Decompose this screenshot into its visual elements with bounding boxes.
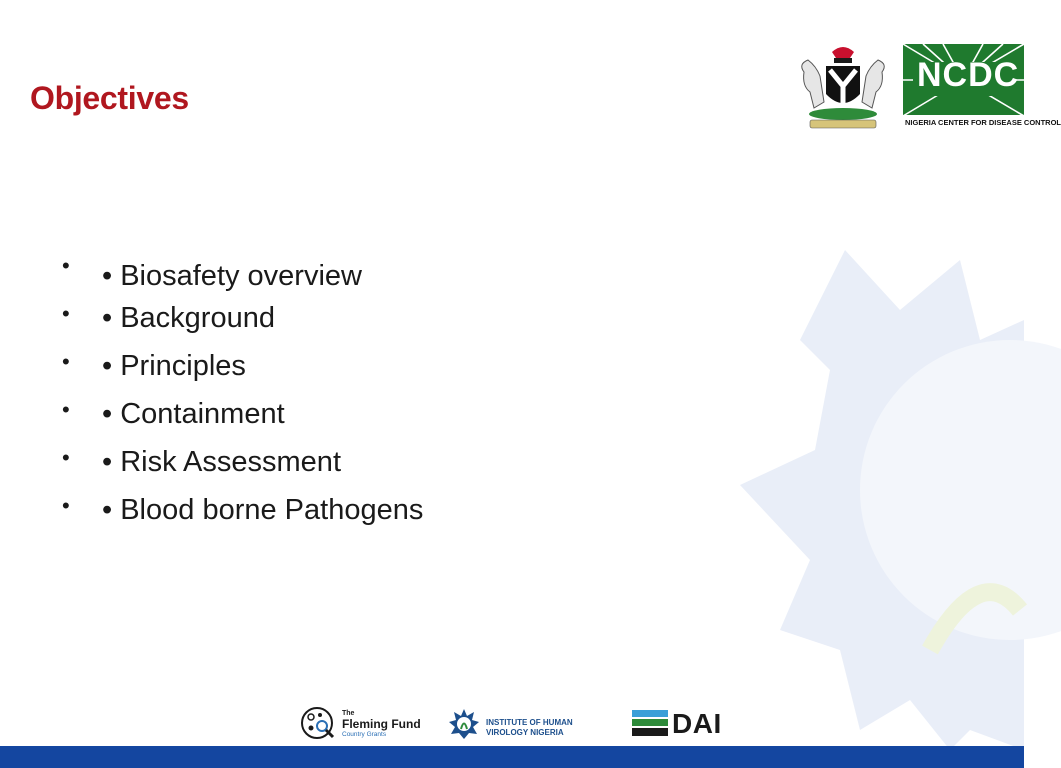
fleming-fund-logo bbox=[300, 706, 430, 740]
objectives-list bbox=[62, 246, 423, 534]
list-item: • • Blood borne Pathogens bbox=[62, 486, 423, 534]
ihvn-sun-icon bbox=[448, 708, 480, 740]
bullet-icon: • bbox=[62, 301, 70, 326]
bullet-icon: • bbox=[62, 493, 70, 518]
background-star-watermark bbox=[720, 230, 1024, 750]
bullet-icon: • bbox=[62, 397, 70, 422]
bullet-icon: • bbox=[62, 349, 70, 374]
bullet-icon: • bbox=[62, 253, 70, 278]
nigeria-coat-of-arms-icon bbox=[790, 42, 896, 132]
dai-stripes-icon bbox=[632, 710, 668, 736]
ihvn-line2: VIROLOGY NIGERIA bbox=[486, 728, 564, 737]
ncdc-logo bbox=[903, 44, 1061, 130]
ncdc-acronym: NCDC bbox=[917, 56, 1020, 94]
list-item: • • Risk Assessment bbox=[62, 438, 423, 486]
list-item: • • Containment bbox=[62, 390, 423, 438]
fleming-fund-name: Fleming Fund bbox=[342, 717, 421, 731]
ncdc-full-name: NIGERIA CENTER FOR DISEASE CONTROL bbox=[903, 115, 1024, 130]
list-item: • • Principles bbox=[62, 342, 423, 390]
ihvn-line1: INSTITUTE OF HUMAN bbox=[486, 718, 573, 727]
fleming-fund-the: The bbox=[342, 710, 355, 717]
slide-title: Objectives bbox=[30, 80, 189, 116]
ihvn-logo bbox=[448, 708, 588, 742]
bottom-bar bbox=[0, 746, 1024, 768]
fleming-fund-subtitle: Country Grants bbox=[342, 731, 387, 738]
list-item: • • Background bbox=[62, 294, 423, 342]
footer-logos bbox=[300, 700, 740, 746]
fleming-fund-icon bbox=[300, 706, 338, 740]
list-item: • • Biosafety overview bbox=[62, 246, 423, 294]
dai-name: DAI bbox=[672, 708, 722, 739]
bullet-icon: • bbox=[62, 445, 70, 470]
dai-logo bbox=[632, 710, 732, 740]
